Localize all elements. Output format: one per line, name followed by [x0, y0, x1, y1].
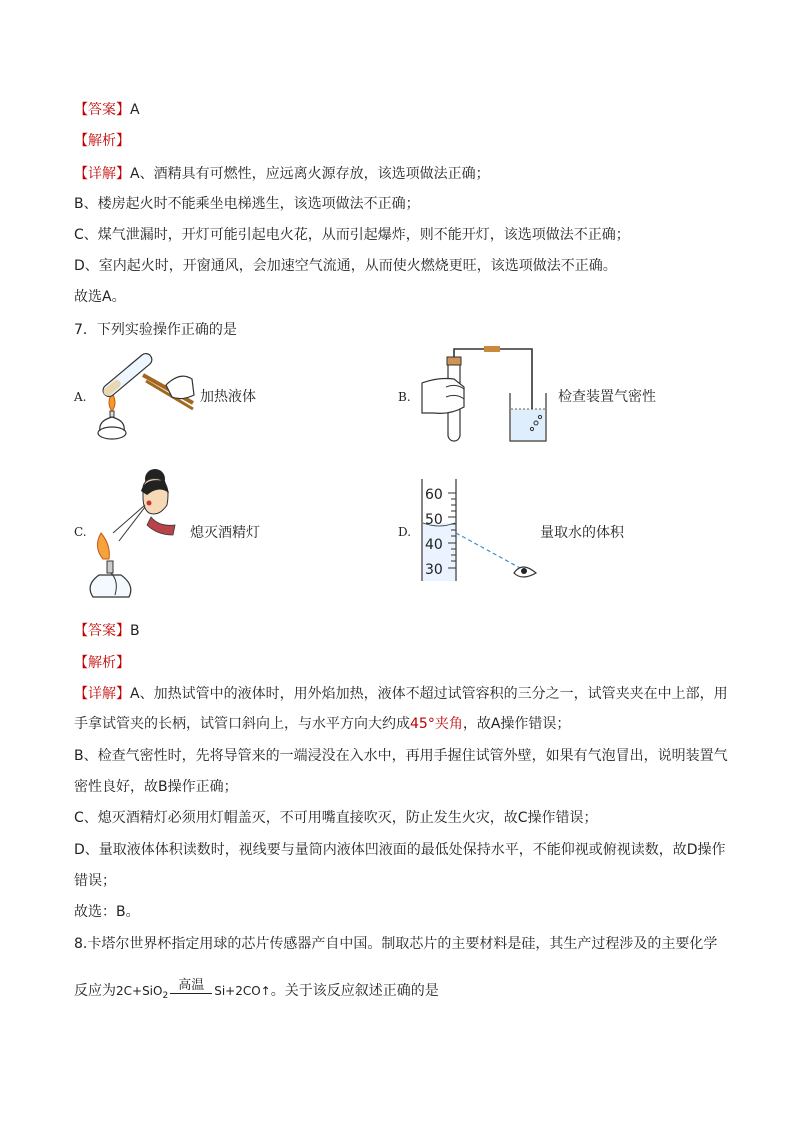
detail-b-line-2: 密性良好，故B操作正确；: [74, 779, 238, 795]
answer-line-q7: [74, 621, 140, 641]
reactants: 2C+SiO: [116, 984, 163, 998]
conclusion-q7: 故选：B。: [74, 904, 140, 920]
detail-c-line: C、熄灭酒精灯必须用灯帽盖灭，不可用嘴直接吹灭，防止发生火灾，故C操作错误；: [74, 810, 598, 826]
answer-tag: 【答案】: [74, 102, 130, 118]
sio2-subscript: 2: [162, 991, 169, 1001]
detail-line-a: [74, 164, 490, 184]
option-a-letter: A.: [74, 390, 87, 404]
detail-b-line-1: B、检查气密性时，先将导管来的一端浸没在入水中，再用手握住试管外壁，如果有气泡冒出，说明装置气: [74, 748, 728, 764]
airtightness-check-illustration: [420, 343, 555, 445]
detail-text-end: ，故A操作错误；: [462, 716, 571, 732]
graduated-cylinder-illustration: [418, 477, 543, 583]
question-8-line-2: [74, 978, 439, 1006]
detail-tag: 【详解】: [74, 166, 130, 182]
option-a-caption: 加热液体: [200, 389, 256, 405]
question-7-stem: 7．下列实验操作正确的是: [74, 322, 237, 338]
option-b-caption: 检查装置气密性: [558, 389, 656, 405]
answer-value: B: [130, 623, 140, 639]
detail-d-line-2: 错误；: [74, 873, 116, 889]
condition-text: 高温: [178, 978, 205, 993]
detail-line-c: C、煤气泄漏时，开灯可能引起电火花，从而引起爆炸，则不能开灯，该选项做法不正确；: [74, 227, 630, 243]
analysis-tag: 【解析】: [74, 133, 130, 149]
detail-a-line-1: [74, 684, 728, 704]
detail-line-d: D、室内起火时，开窗通风，会加速空气流通，从而使火燃烧更旺，该选项做法不正确。: [74, 258, 617, 274]
tick-30: 30: [425, 562, 443, 578]
analysis-tag: 【解析】: [74, 655, 130, 671]
option-b-letter: B.: [398, 390, 411, 404]
tick-40: 40: [425, 537, 443, 553]
answer-tag: 【答案】: [74, 623, 130, 639]
detail-text: A、酒精具有可燃性，应远离火源存放，该选项做法正确；: [130, 166, 490, 182]
option-c-letter: C.: [74, 525, 87, 539]
products: Si+2CO↑: [214, 984, 271, 998]
blowing-out-lamp-illustration: [85, 455, 190, 605]
tick-60: 60: [425, 487, 443, 503]
tick-50: 50: [425, 512, 443, 528]
detail-line-b: B、楼房起火时不能乘坐电梯逃生，该选项做法不正确；: [74, 196, 420, 212]
option-c-caption: 熄灭酒精灯: [190, 525, 260, 541]
detail-text: A、加热试管中的液体时，用外焰加热，液体不超过试管容积的三分之一，试管夹夹在中上部，用: [130, 686, 728, 702]
detail-tag: 【详解】: [74, 686, 130, 702]
reaction-condition: [170, 978, 212, 994]
q8-prefix: 反应为: [74, 983, 116, 999]
answer-line-q6: [74, 100, 140, 120]
answer-value: A: [130, 102, 140, 118]
option-d-letter: D.: [398, 525, 412, 539]
detail-a-line-2: [74, 714, 570, 734]
detail-text: 手拿试管夹的长柄，试管口斜向上，与水平方向大约成: [74, 716, 410, 732]
detail-d-line-1: D、量取液体体积读数时，视线要与量筒内液体凹液面的最低处保持水平，不能仰视或俯视读数，故D操作: [74, 842, 726, 858]
option-d-caption: 量取水的体积: [540, 525, 624, 541]
q8-suffix: 。关于该反应叙述正确的是: [270, 983, 439, 999]
heating-liquid-illustration: [88, 345, 198, 445]
angle-highlight: 45°夹角: [410, 716, 463, 732]
conclusion-q6: 故选A。: [74, 289, 126, 305]
question-8-line-1: 8.卡塔尔世界杯指定用球的芯片传感器产自中国。制取芯片的主要材料是硅，其生产过程涉及的主要化学: [74, 936, 718, 952]
